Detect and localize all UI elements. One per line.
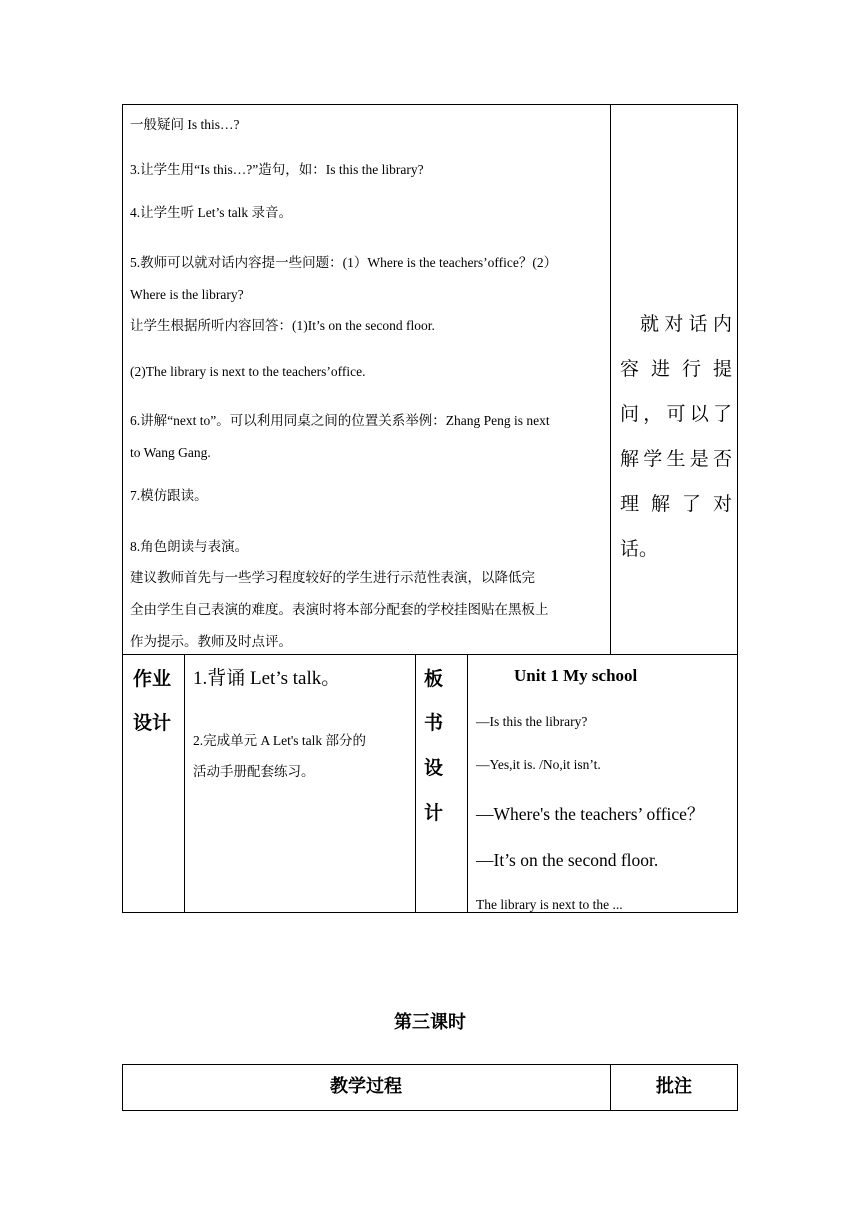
board-line: —Yes,it is. /No,it isn’t.	[476, 757, 601, 772]
board-label-char: 板	[424, 668, 444, 690]
content-line: (2)The library is next to the teachers’office.	[130, 364, 366, 379]
content-line: 5.教师可以就对话内容提一些问题：(1）Where is the teachers’office？(2）	[130, 255, 558, 270]
note-line: 话。	[620, 538, 659, 560]
section-title: 第三课时	[394, 1012, 466, 1033]
content-line: 一般疑问 Is this…?	[130, 117, 240, 132]
content-line: 8.角色朗读与表演。	[130, 539, 249, 554]
header-notes: 批注	[656, 1076, 692, 1097]
content-line: 3.让学生用“Is this…?”造句，如：Is this the library?	[130, 162, 424, 177]
column-divider	[610, 104, 611, 655]
content-line: 作为提示。教师及时点评。	[130, 634, 292, 649]
board-label-char: 计	[424, 802, 444, 824]
note-line: 问，可以了	[620, 403, 732, 425]
content-line: 6.讲解“next to”。可以利用同桌之间的位置关系举例：Zhang Peng is next	[130, 413, 550, 428]
note-line: 解学生是否	[620, 448, 732, 470]
board-label-char: 设	[424, 757, 444, 779]
board-line: —Is this the library?	[476, 714, 588, 729]
content-line: 4.让学生听 Let’s talk 录音。	[130, 205, 292, 220]
note-line: 就对话内	[640, 313, 732, 335]
content-line: 7.模仿跟读。	[130, 488, 208, 503]
content-line: 让学生根据所听内容回答：(1)It’s on the second floor.	[130, 318, 435, 333]
content-line: to Wang Gang.	[130, 445, 211, 460]
note-line: 容进行提	[620, 358, 732, 380]
board-title: Unit 1 My school	[514, 666, 638, 685]
note-line: 理解了对	[620, 493, 732, 515]
content-line: 建议教师首先与一些学习程度较好的学生进行示范性表演，以降低完	[130, 570, 535, 585]
homework-item-2: 活动手册配套练习。	[193, 764, 315, 779]
content-line: 全由学生自己表演的难度。表演时将本部分配套的学校挂图贴在黑板上	[130, 602, 549, 617]
board-line: —Where's the teachers’ office？	[476, 804, 705, 824]
board-line: The library is next to the ...	[476, 897, 623, 912]
content-line: Where is the library?	[130, 287, 244, 302]
column-divider	[184, 654, 185, 913]
homework-label-line: 设计	[133, 712, 172, 734]
board-label-char: 书	[424, 712, 444, 734]
homework-label-line: 作业	[133, 668, 172, 690]
header-process: 教学过程	[330, 1076, 402, 1097]
homework-item-2: 2.完成单元 A Let's talk 部分的	[193, 733, 367, 748]
homework-item-1: 1.背诵 Let’s talk。	[193, 668, 341, 689]
row-divider	[122, 654, 738, 655]
board-line: —It’s on the second floor.	[476, 850, 659, 870]
column-divider	[415, 654, 416, 913]
column-divider	[467, 654, 468, 913]
